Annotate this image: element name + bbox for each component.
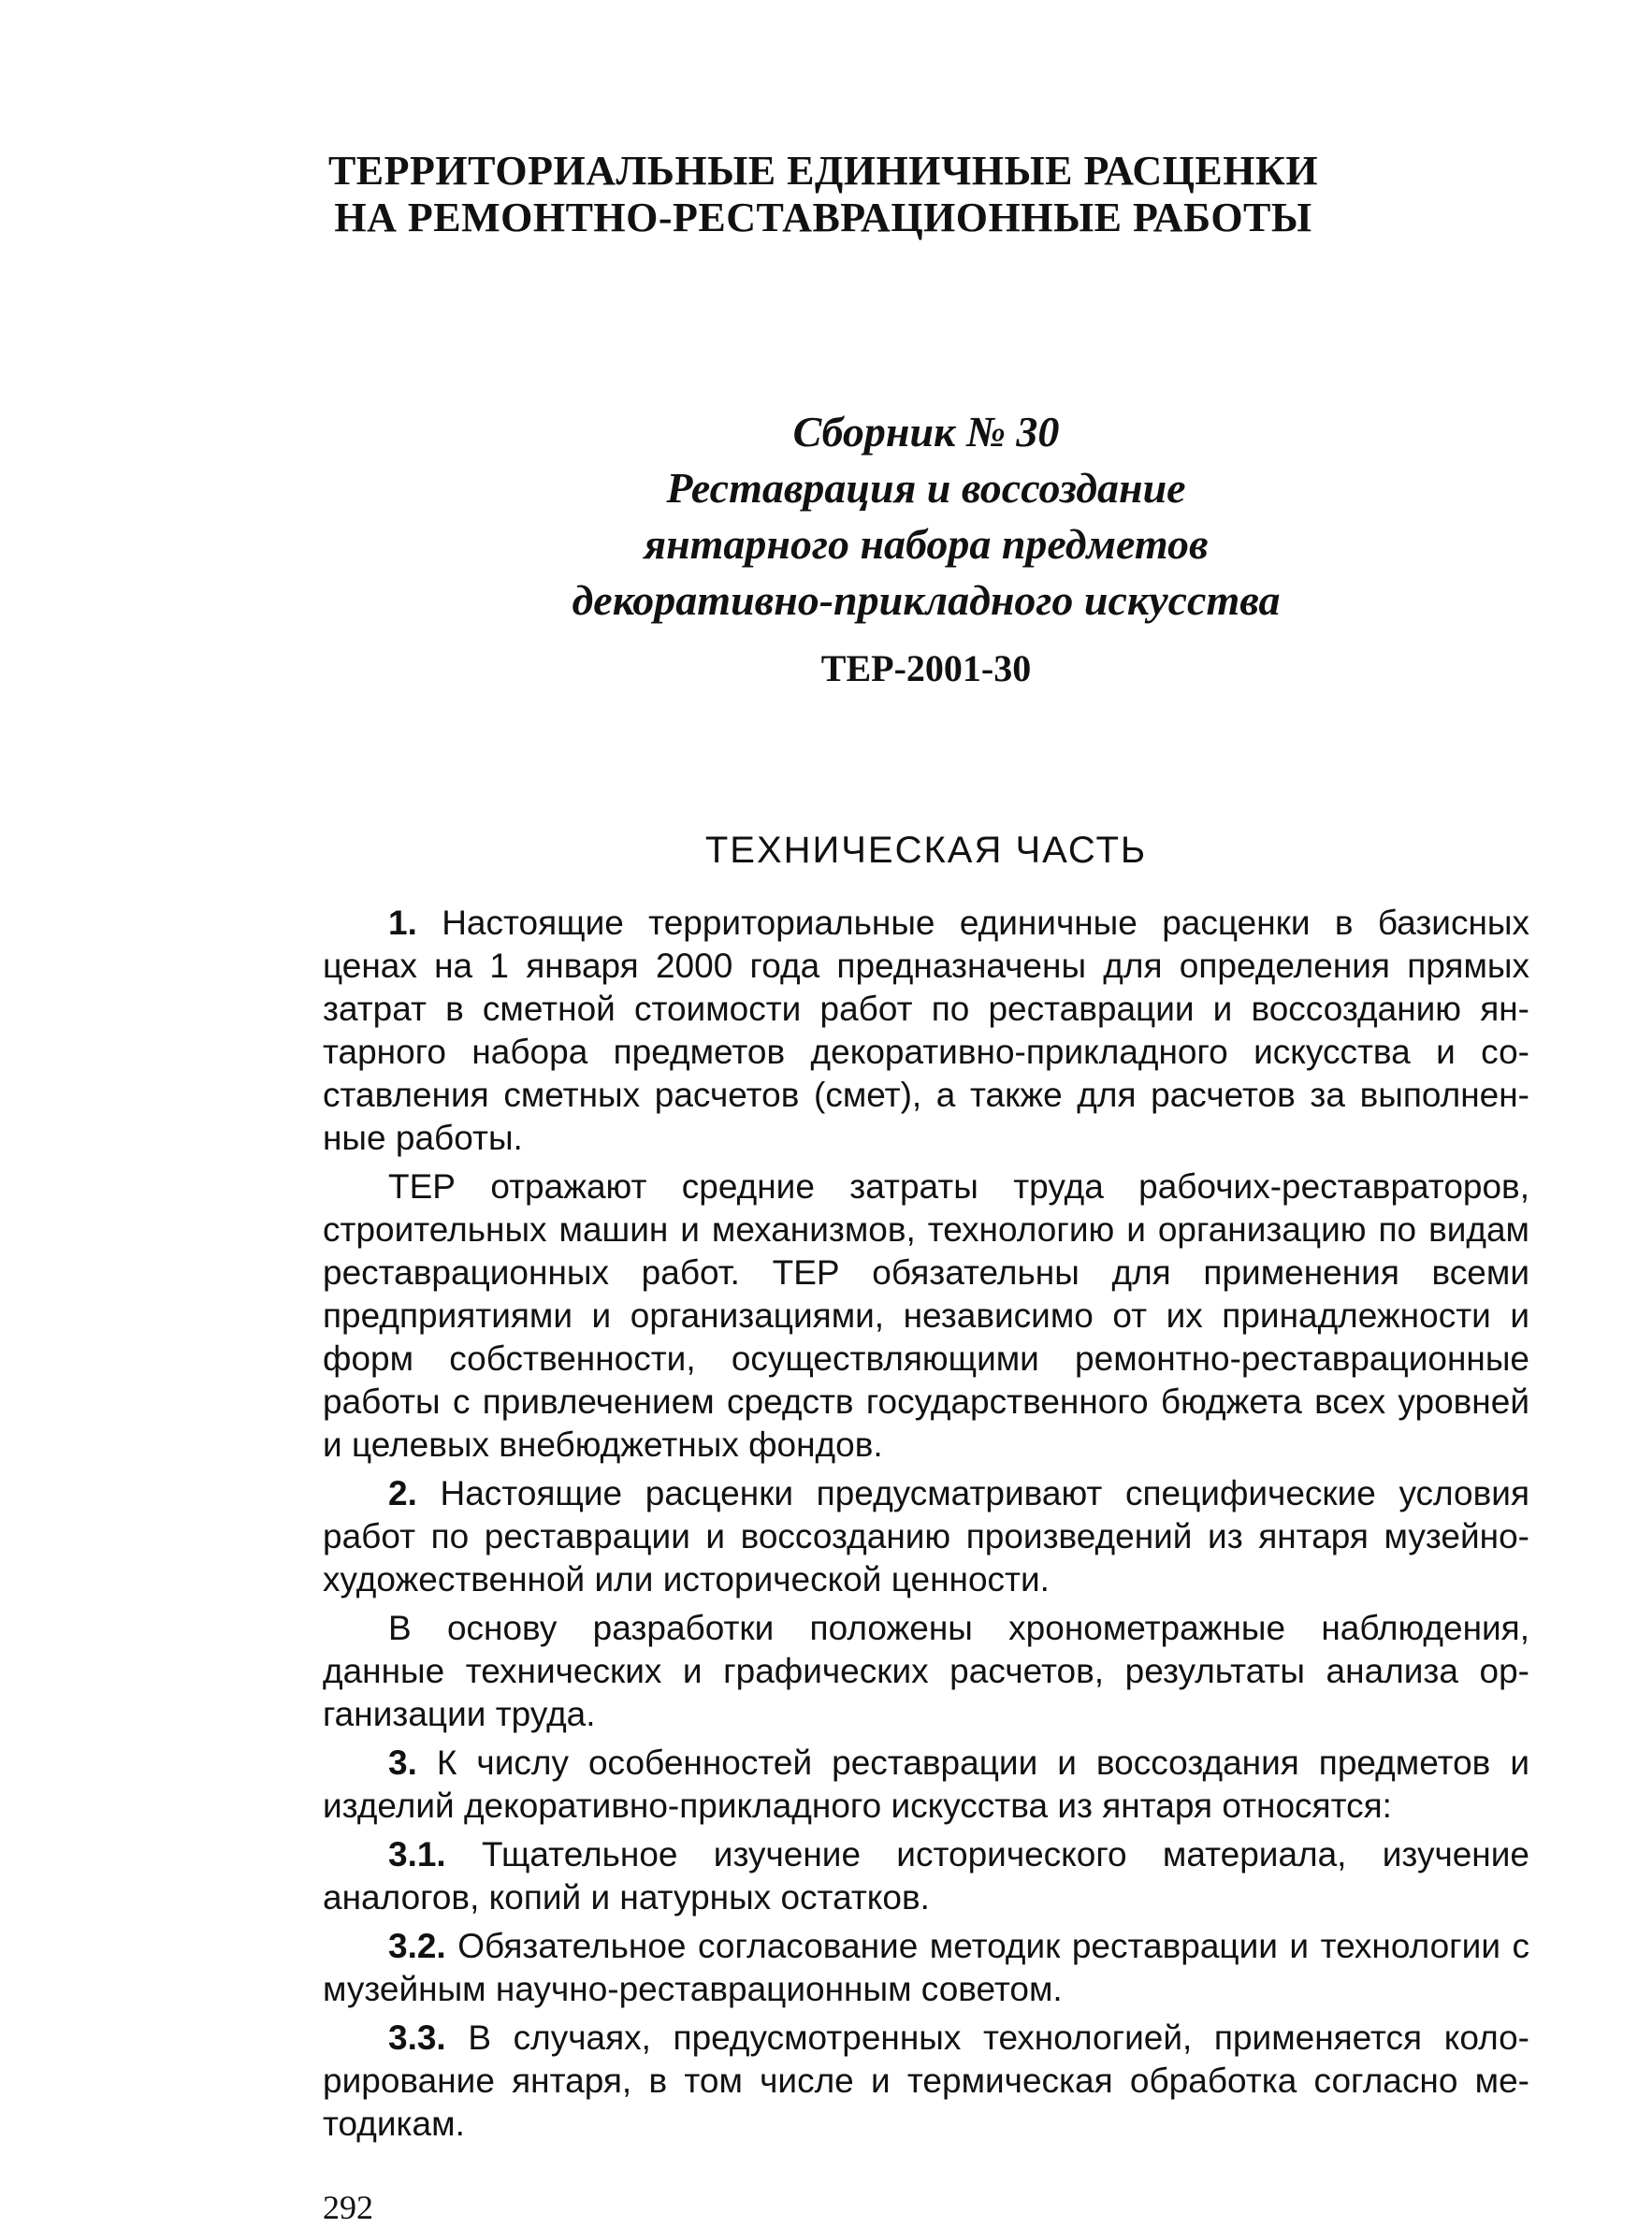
paragraph xyxy=(323,2017,1529,2146)
paragraph-number: 3.2. xyxy=(388,1927,446,1965)
paragraph-number: 3.3. xyxy=(388,2018,446,2057)
paragraph xyxy=(323,1607,1529,1736)
paragraph-text: Тщательное изучение исторического материала, изучение аналогов, копий и натурных остатков. xyxy=(323,1835,1529,1917)
section-heading: ТЕХНИЧЕСКАЯ ЧАСТЬ xyxy=(704,830,1148,871)
paragraph-number: 3. xyxy=(388,1743,417,1782)
paragraph-text: В основу разработки положены хронометражные наблюдения, данные технических и графических расчетов, результаты анализа организации труда. xyxy=(323,1609,1529,1733)
paragraph xyxy=(323,1833,1529,1919)
paragraph xyxy=(323,1165,1529,1467)
paragraph xyxy=(323,1925,1529,2011)
paragraph xyxy=(323,902,1529,1160)
document-title-line-1: ТЕРРИТОРИАЛЬНЫЕ ЕДИНИЧНЫЕ РАСЦЕНКИ xyxy=(327,148,1319,194)
paragraph-text: Настоящие территориальные единичные расценки в базисных ценах на 1 января 2000 года предназначены для определения прямых затрат в сметной стоимости работ по реставрации и воссозданию янтарного набора предметов декоративно-прикладного искусства и составления сметных расчетов (смет), а также для расчетов за выполненные работы. xyxy=(323,904,1529,1157)
paragraph-text: Настоящие расценки предусматривают специфические условия работ по реставрации и воссозданию произведений из янтаря музейно-художественной или исторической ценности. xyxy=(323,1474,1529,1599)
page-number: 292 xyxy=(323,2189,373,2226)
paragraph-text: В случаях, предусмотренных технологией, применяется колорирование янтаря, в том числе и термическая обработка согласно методикам. xyxy=(323,2018,1529,2143)
paragraph-text: К числу особенностей реставрации и воссоздания предметов и изделий декоративно-прикладного искусства из янтаря относятся: xyxy=(323,1743,1529,1825)
collection-name-line-3: декоративно-прикладного искусства xyxy=(572,576,1281,624)
body-text xyxy=(323,902,1529,2151)
paragraph xyxy=(323,1742,1529,1828)
paragraph-text: ТЕР отражают средние затраты труда рабочих-реставраторов, строительных машин и механизмов, технологию и организацию по видам реставрационных работ. ТЕР обязательны для применения всеми предприятиями и организациями, независимо от их принадлежности и форм собственности, осуществляющими ремонтно-реставрационные работы с привлечением средств государственного бюджета всех уровней и целевых внебюджетных фондов. xyxy=(323,1167,1529,1464)
collection-code: ТЕР-2001-30 xyxy=(820,647,1032,689)
paragraph-number: 3.1. xyxy=(388,1835,446,1874)
collection-number: Сборник № 30 xyxy=(792,408,1060,456)
document-title-line-2: НА РЕМОНТНО-РЕСТАВРАЦИОННЫЕ РАБОТЫ xyxy=(334,195,1312,240)
paragraph-text: Обязательное согласование методик реставрации и технологии с музейным научно-реставрационным советом. xyxy=(323,1927,1529,2008)
collection-name-line-1: Реставрация и воссоздание xyxy=(666,464,1186,512)
paragraph-number: 1. xyxy=(388,904,417,942)
paragraph-number: 2. xyxy=(388,1474,417,1512)
collection-name-line-2: янтарного набора предметов xyxy=(644,520,1209,568)
paragraph xyxy=(323,1472,1529,1601)
